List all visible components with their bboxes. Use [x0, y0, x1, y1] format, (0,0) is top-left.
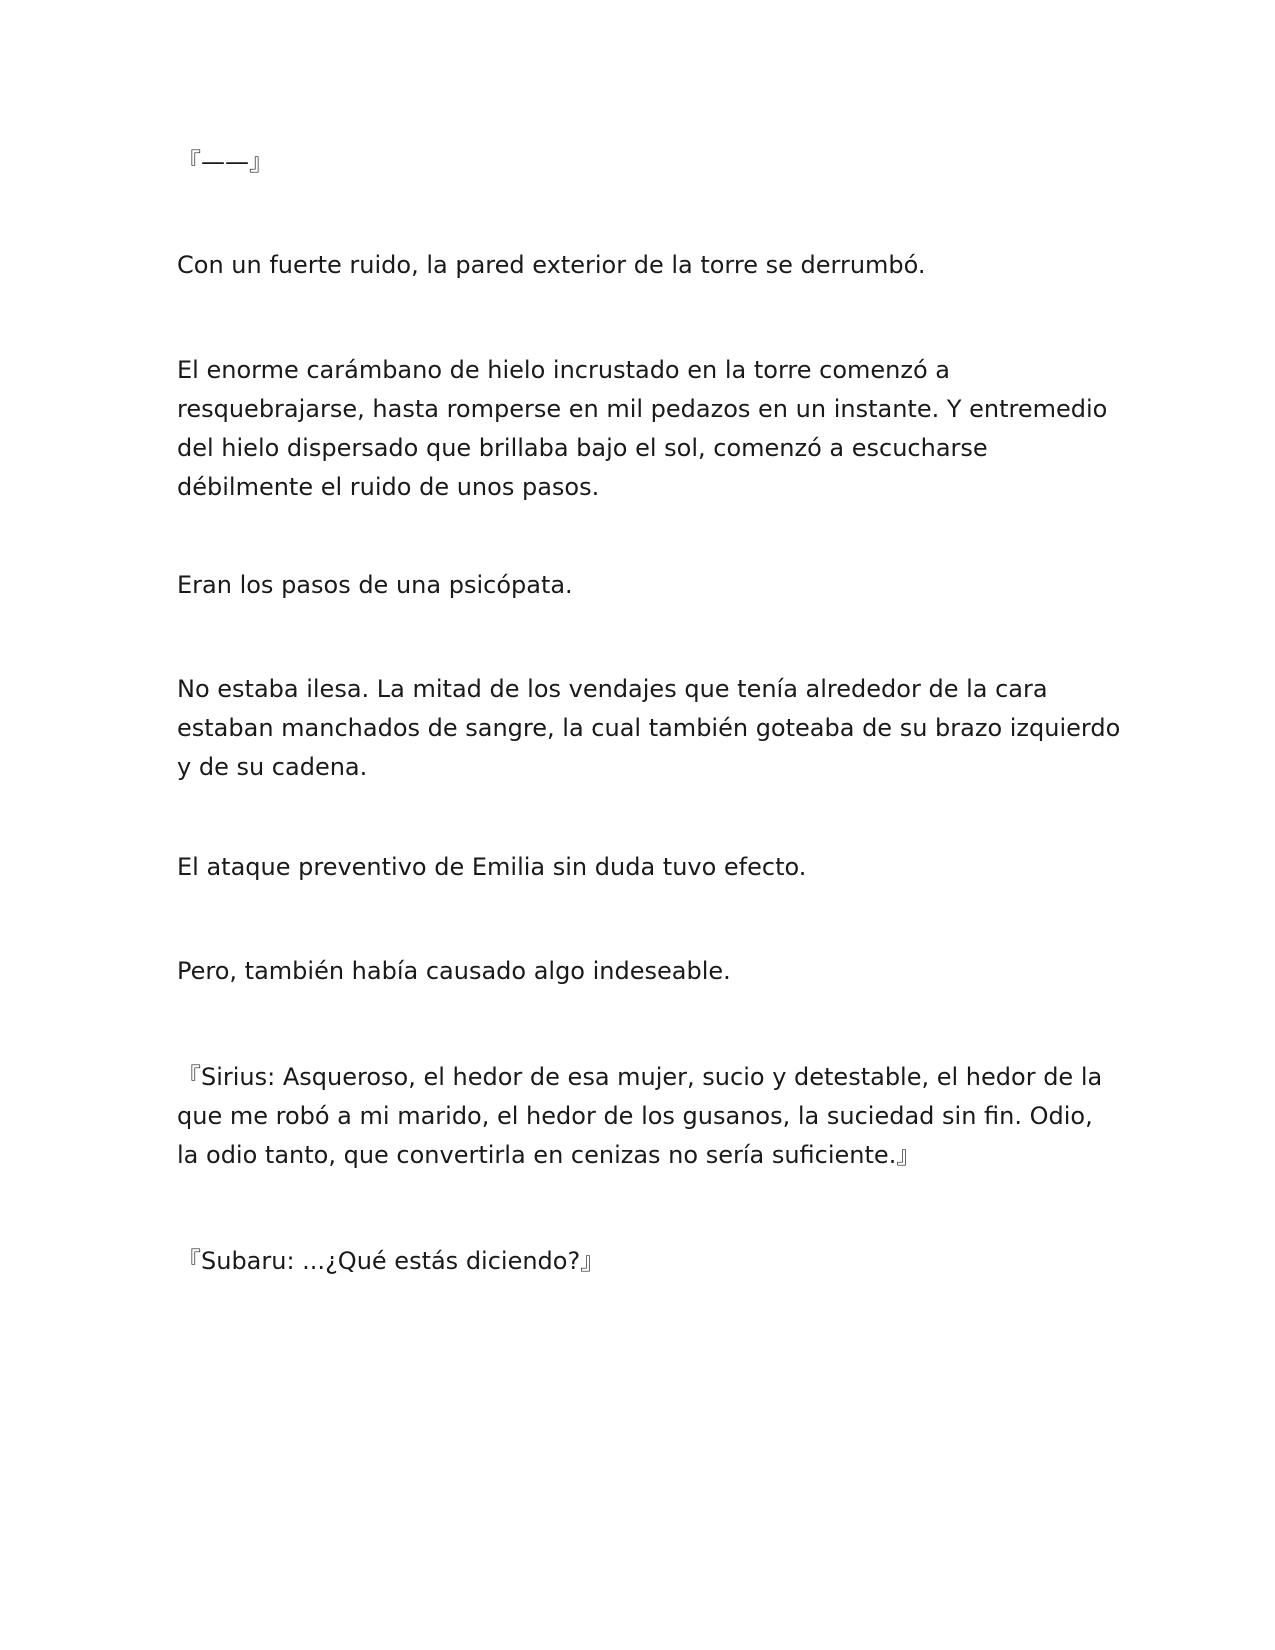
paragraph-subaru-dialogue: [177, 1242, 1107, 1281]
paragraph-sirius-dialogue: [177, 1058, 1107, 1175]
text-line: Eran los pasos de una psicópata.: [177, 571, 573, 599]
text-line: la odio tanto, que convertirla en cenizas no sería suficiente.』: [177, 1141, 921, 1169]
paragraph-psychopath-steps: [177, 566, 1107, 605]
paragraph-icicle: [177, 351, 1107, 507]
text-line: Pero, también había causado algo indeseable.: [177, 957, 731, 985]
text-line: estaban manchados de sangre, la cual también goteaba de su brazo izquierdo: [177, 714, 1121, 742]
text-line: del hielo dispersado que brillaba bajo el sol, comenzó a escucharse: [177, 434, 988, 462]
text-line: débilmente el ruido de unos pasos.: [177, 473, 600, 501]
paragraph-undesirable: [177, 952, 1107, 991]
text-line: y de su cadena.: [177, 753, 368, 781]
text-line: 『Sirius: Asqueroso, el hedor de esa mujer, sucio y detestable, el hedor de la: [177, 1063, 1103, 1091]
text-line: No estaba ilesa. La mitad de los vendajes que tenía alrededor de la cara: [177, 675, 1048, 703]
text-line: resquebrajarse, hasta romperse en mil pedazos en un instante. Y entremedio: [177, 395, 1108, 423]
paragraph-emilia-attack: [177, 848, 1107, 887]
text-line: que me robó a mi marido, el hedor de los gusanos, la suciedad sin fin. Odio,: [177, 1102, 1093, 1130]
paragraph-wall-collapse: [177, 246, 1107, 285]
text-line: El enorme carámbano de hielo incrustado en la torre comenzó a: [177, 356, 950, 384]
text-line: El ataque preventivo de Emilia sin duda tuvo efecto.: [177, 853, 807, 881]
text-line: 『Subaru: ...¿Qué estás diciendo?』: [177, 1247, 605, 1275]
text-line: Con un fuerte ruido, la pared exterior de la torre se derrumbó.: [177, 251, 926, 279]
paragraph-dash-dialogue: [177, 143, 1107, 182]
paragraph-not-unharmed: [177, 670, 1121, 787]
text-line: 『——』: [177, 148, 273, 176]
